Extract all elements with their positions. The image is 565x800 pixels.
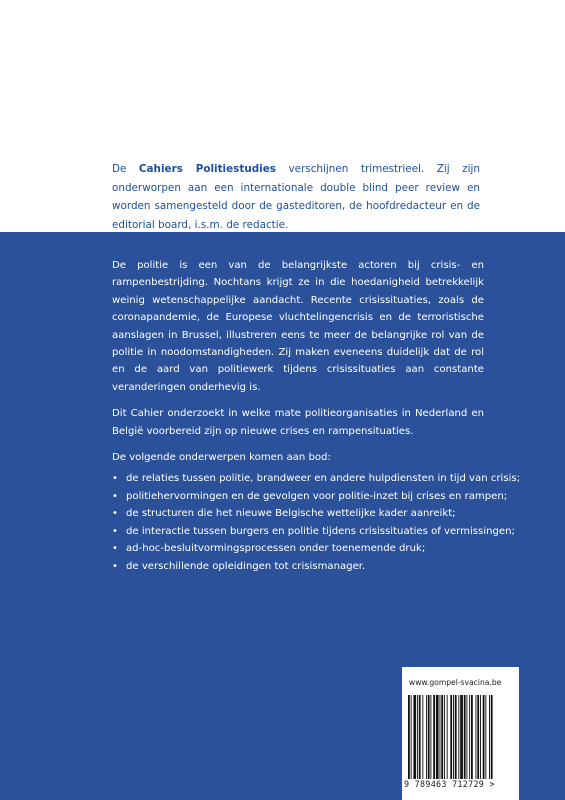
barcode-stripe bbox=[477, 695, 479, 779]
intro-prefix: De bbox=[112, 163, 139, 175]
barcode-stripe bbox=[408, 695, 410, 779]
barcode-icon bbox=[408, 695, 513, 779]
barcode-label bbox=[402, 667, 519, 800]
barcode-stripe bbox=[433, 695, 435, 779]
barcode-stripe bbox=[458, 695, 459, 779]
barcode-stripe bbox=[453, 695, 454, 779]
series-intro-text bbox=[112, 160, 480, 234]
bullet-icon: • bbox=[112, 543, 118, 555]
barcode-stripe bbox=[431, 695, 432, 779]
barcode-stripe bbox=[471, 695, 473, 779]
barcode-stripe bbox=[441, 695, 443, 779]
barcode-stripe bbox=[440, 695, 441, 779]
barcode-stripe bbox=[417, 695, 418, 779]
barcode-stripe bbox=[483, 695, 485, 779]
topics-list bbox=[112, 470, 521, 574]
topic-item: • de interactie tussen burgers en politie tijdens crisissituaties of vermissingen; bbox=[112, 523, 484, 540]
barcode-stripe bbox=[489, 695, 490, 779]
barcode-stripe bbox=[460, 695, 463, 779]
barcode-stripe bbox=[426, 695, 427, 779]
barcode-stripe bbox=[422, 695, 423, 779]
topic-item: • politiehervormingen en de gevolgen voor politie-inzet bij crises en rampen; bbox=[112, 488, 484, 505]
bullet-icon: • bbox=[112, 508, 118, 520]
barcode-stripe bbox=[444, 695, 445, 779]
barcode-stripe bbox=[491, 695, 493, 779]
barcode-stripe bbox=[419, 695, 421, 779]
barcode-stripe bbox=[476, 695, 477, 779]
description-paragraph-2: Dit Cahier onderzoekt in welke mate politieorganisaties in Nederland en België voorbereid zijn op nieuwe crises en rampensituaties. bbox=[112, 408, 484, 437]
description-paragraph-1: De politie is een van de belangrijkste actoren bij crisis- en rampenbestrijding. Nochtans krijgt ze in die hoedanigheid betrekkelijk weinig wetenschappelijke aandacht. Recente crisissituaties, zoals de coronapandemie, de Europese vluchtelingencrisis en de terroristische aanslagen in Brussel, illustreren eens te meer de belangrijke rol van de politie in noodomstandigheden. Zij maken eveneens duidelijk dat de rol en de aard van politiewerk tijdens crisissituaties aan constante veranderingen onderhevig is. bbox=[112, 260, 484, 393]
bullet-icon: • bbox=[112, 560, 118, 572]
topic-item: • ad-hoc-besluitvormingsprocessen onder toenemende druk; bbox=[112, 540, 484, 557]
barcode-stripe bbox=[447, 695, 448, 779]
barcode-stripe bbox=[450, 695, 452, 779]
barcode-stripe bbox=[464, 695, 466, 779]
barcode-stripe bbox=[413, 695, 416, 779]
barcode-stripe bbox=[469, 695, 470, 779]
barcode-stripe bbox=[436, 695, 439, 779]
topic-item: • de verschillende opleidingen tot crisismanager. bbox=[112, 558, 484, 575]
topics-intro: De volgende onderwerpen komen aan bod: bbox=[112, 452, 331, 464]
intro-rest: verschijnen trimestrieel. Zij zijn onderworpen aan een internationale double blind peer review en worden samengesteld door de gasteditoren, de hoofdredacteur en de editorial board, i.s.m. de redactie. bbox=[112, 163, 480, 231]
barcode-stripe bbox=[411, 695, 412, 779]
top-white-panel bbox=[0, 0, 565, 232]
barcode-stripe bbox=[428, 695, 430, 779]
topic-item: • de relaties tussen politie, brandweer en andere hulpdiensten in tijd van crisis; bbox=[112, 470, 484, 487]
bullet-icon: • bbox=[112, 525, 118, 537]
topic-item: • de structuren die het nieuwe Belgische wettelijke kader aanreikt; bbox=[112, 505, 484, 522]
series-name: Cahiers Politiestudies bbox=[138, 163, 276, 175]
bullet-icon: • bbox=[112, 473, 118, 485]
barcode-stripe bbox=[455, 695, 457, 779]
barcode-stripe bbox=[485, 695, 486, 779]
isbn-digits: 9 789463 712729 > bbox=[404, 779, 495, 789]
back-cover-description bbox=[112, 257, 521, 575]
barcode-stripe bbox=[467, 695, 468, 779]
bullet-icon: • bbox=[112, 490, 118, 502]
barcode-stripe bbox=[480, 695, 481, 779]
publisher-url: www.gompel-svacina.be bbox=[409, 678, 502, 687]
